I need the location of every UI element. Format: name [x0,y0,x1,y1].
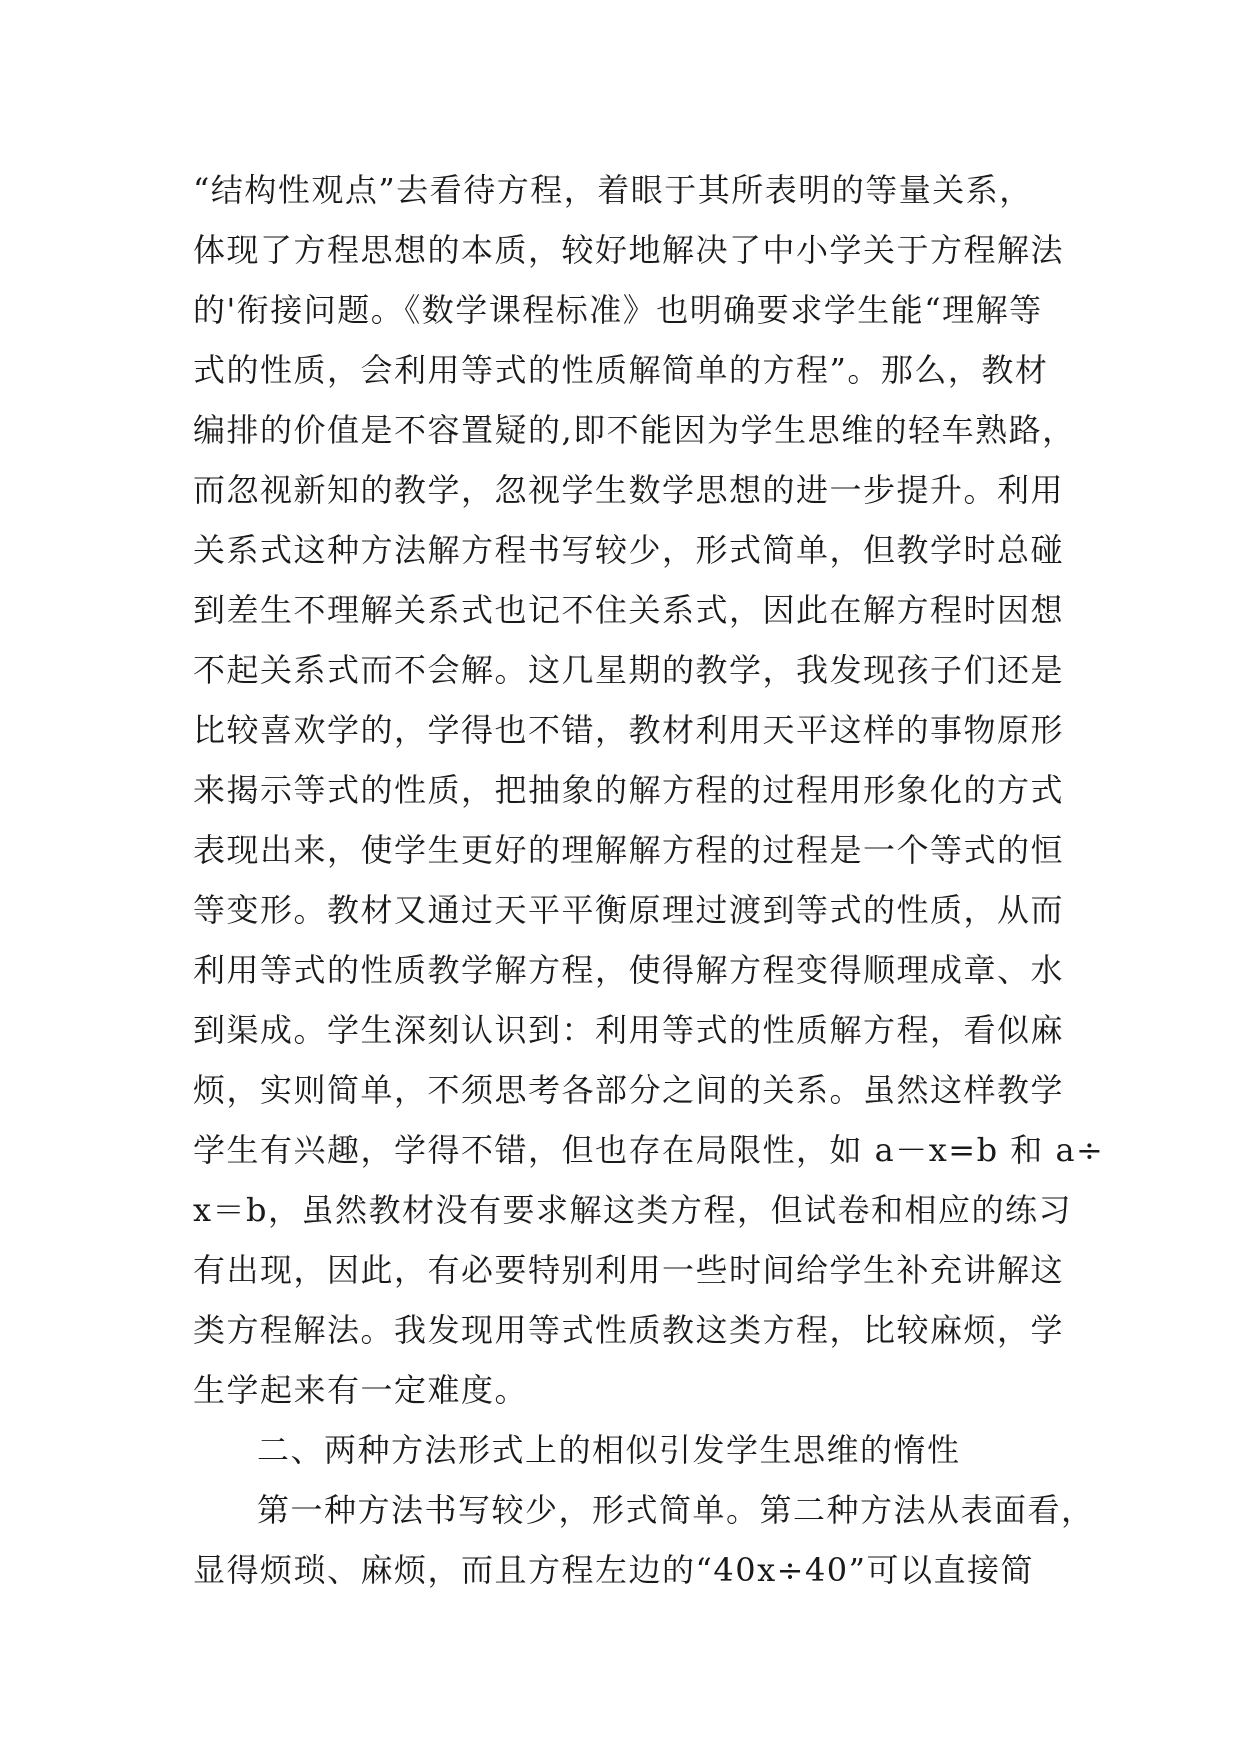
text-line: 关系式这种方法解方程书写较少，形式简单，但教学时总碰 [193,531,1065,569]
section-heading: 二、两种方法形式上的相似引发学生思维的惰性 [257,1431,961,1469]
text-line: x＝b，虽然教材没有要求解这类方程，但试卷和相应的练习 [193,1191,1073,1229]
document-body [193,160,1105,1600]
text-line: 显得烦琐、麻烦，而且方程左边的“40x÷40”可以直接简 [193,1551,1035,1589]
text-line: 学生有兴趣，学得不错，但也存在局限性，如 a－x=b 和 a÷ [193,1131,1105,1169]
text-line: 来揭示等式的性质，把抽象的解方程的过程用形象化的方式 [193,771,1065,809]
text-line: 利用等式的性质教学解方程，使得解方程变得顺理成章、水 [193,951,1065,989]
text-line: “结构性观点”去看待方程，着眼于其所表明的等量关系， [193,171,1033,209]
text-line: 生学起来有一定难度。 [193,1371,529,1409]
text-line: 第一种方法书写较少，形式简单。第二种方法从表面看， [257,1491,1095,1529]
text-line: 体现了方程思想的本质，较好地解决了中小学关于方程解法 [193,231,1065,269]
text-line: 类方程解法。我发现用等式性质教这类方程，比较麻烦，学 [193,1311,1065,1349]
text-line: 到差生不理解关系式也记不住关系式，因此在解方程时因想 [193,591,1065,629]
text-line: 编排的价值是不容置疑的,即不能因为学生思维的轻车熟路， [193,411,1076,449]
text-line: 有出现，因此，有必要特别利用一些时间给学生补充讲解这 [193,1251,1065,1289]
text-line: 到渠成。学生深刻认识到：利用等式的性质解方程，看似麻 [193,1011,1065,1049]
text-line: 等变形。教材又通过天平平衡原理过渡到等式的性质，从而 [193,891,1065,929]
text-line: 表现出来，使学生更好的理解解方程的过程是一个等式的恒 [193,831,1065,869]
text-line: 烦，实则简单，不须思考各部分之间的关系。虽然这样教学 [193,1071,1065,1109]
text-line: 式的性质，会利用等式的性质解简单的方程”。那么，教材 [193,351,1049,389]
text-line: 不起关系式而不会解。这几星期的教学，我发现孩子们还是 [193,651,1065,689]
text-line: 比较喜欢学的，学得也不错，教材利用天平这样的事物原形 [193,711,1065,749]
text-line: 而忽视新知的教学，忽视学生数学思想的进一步提升。利用 [193,471,1065,509]
text-line: 的'衔接问题。《数学课程标准》也明确要求学生能“理解等 [193,291,1043,329]
